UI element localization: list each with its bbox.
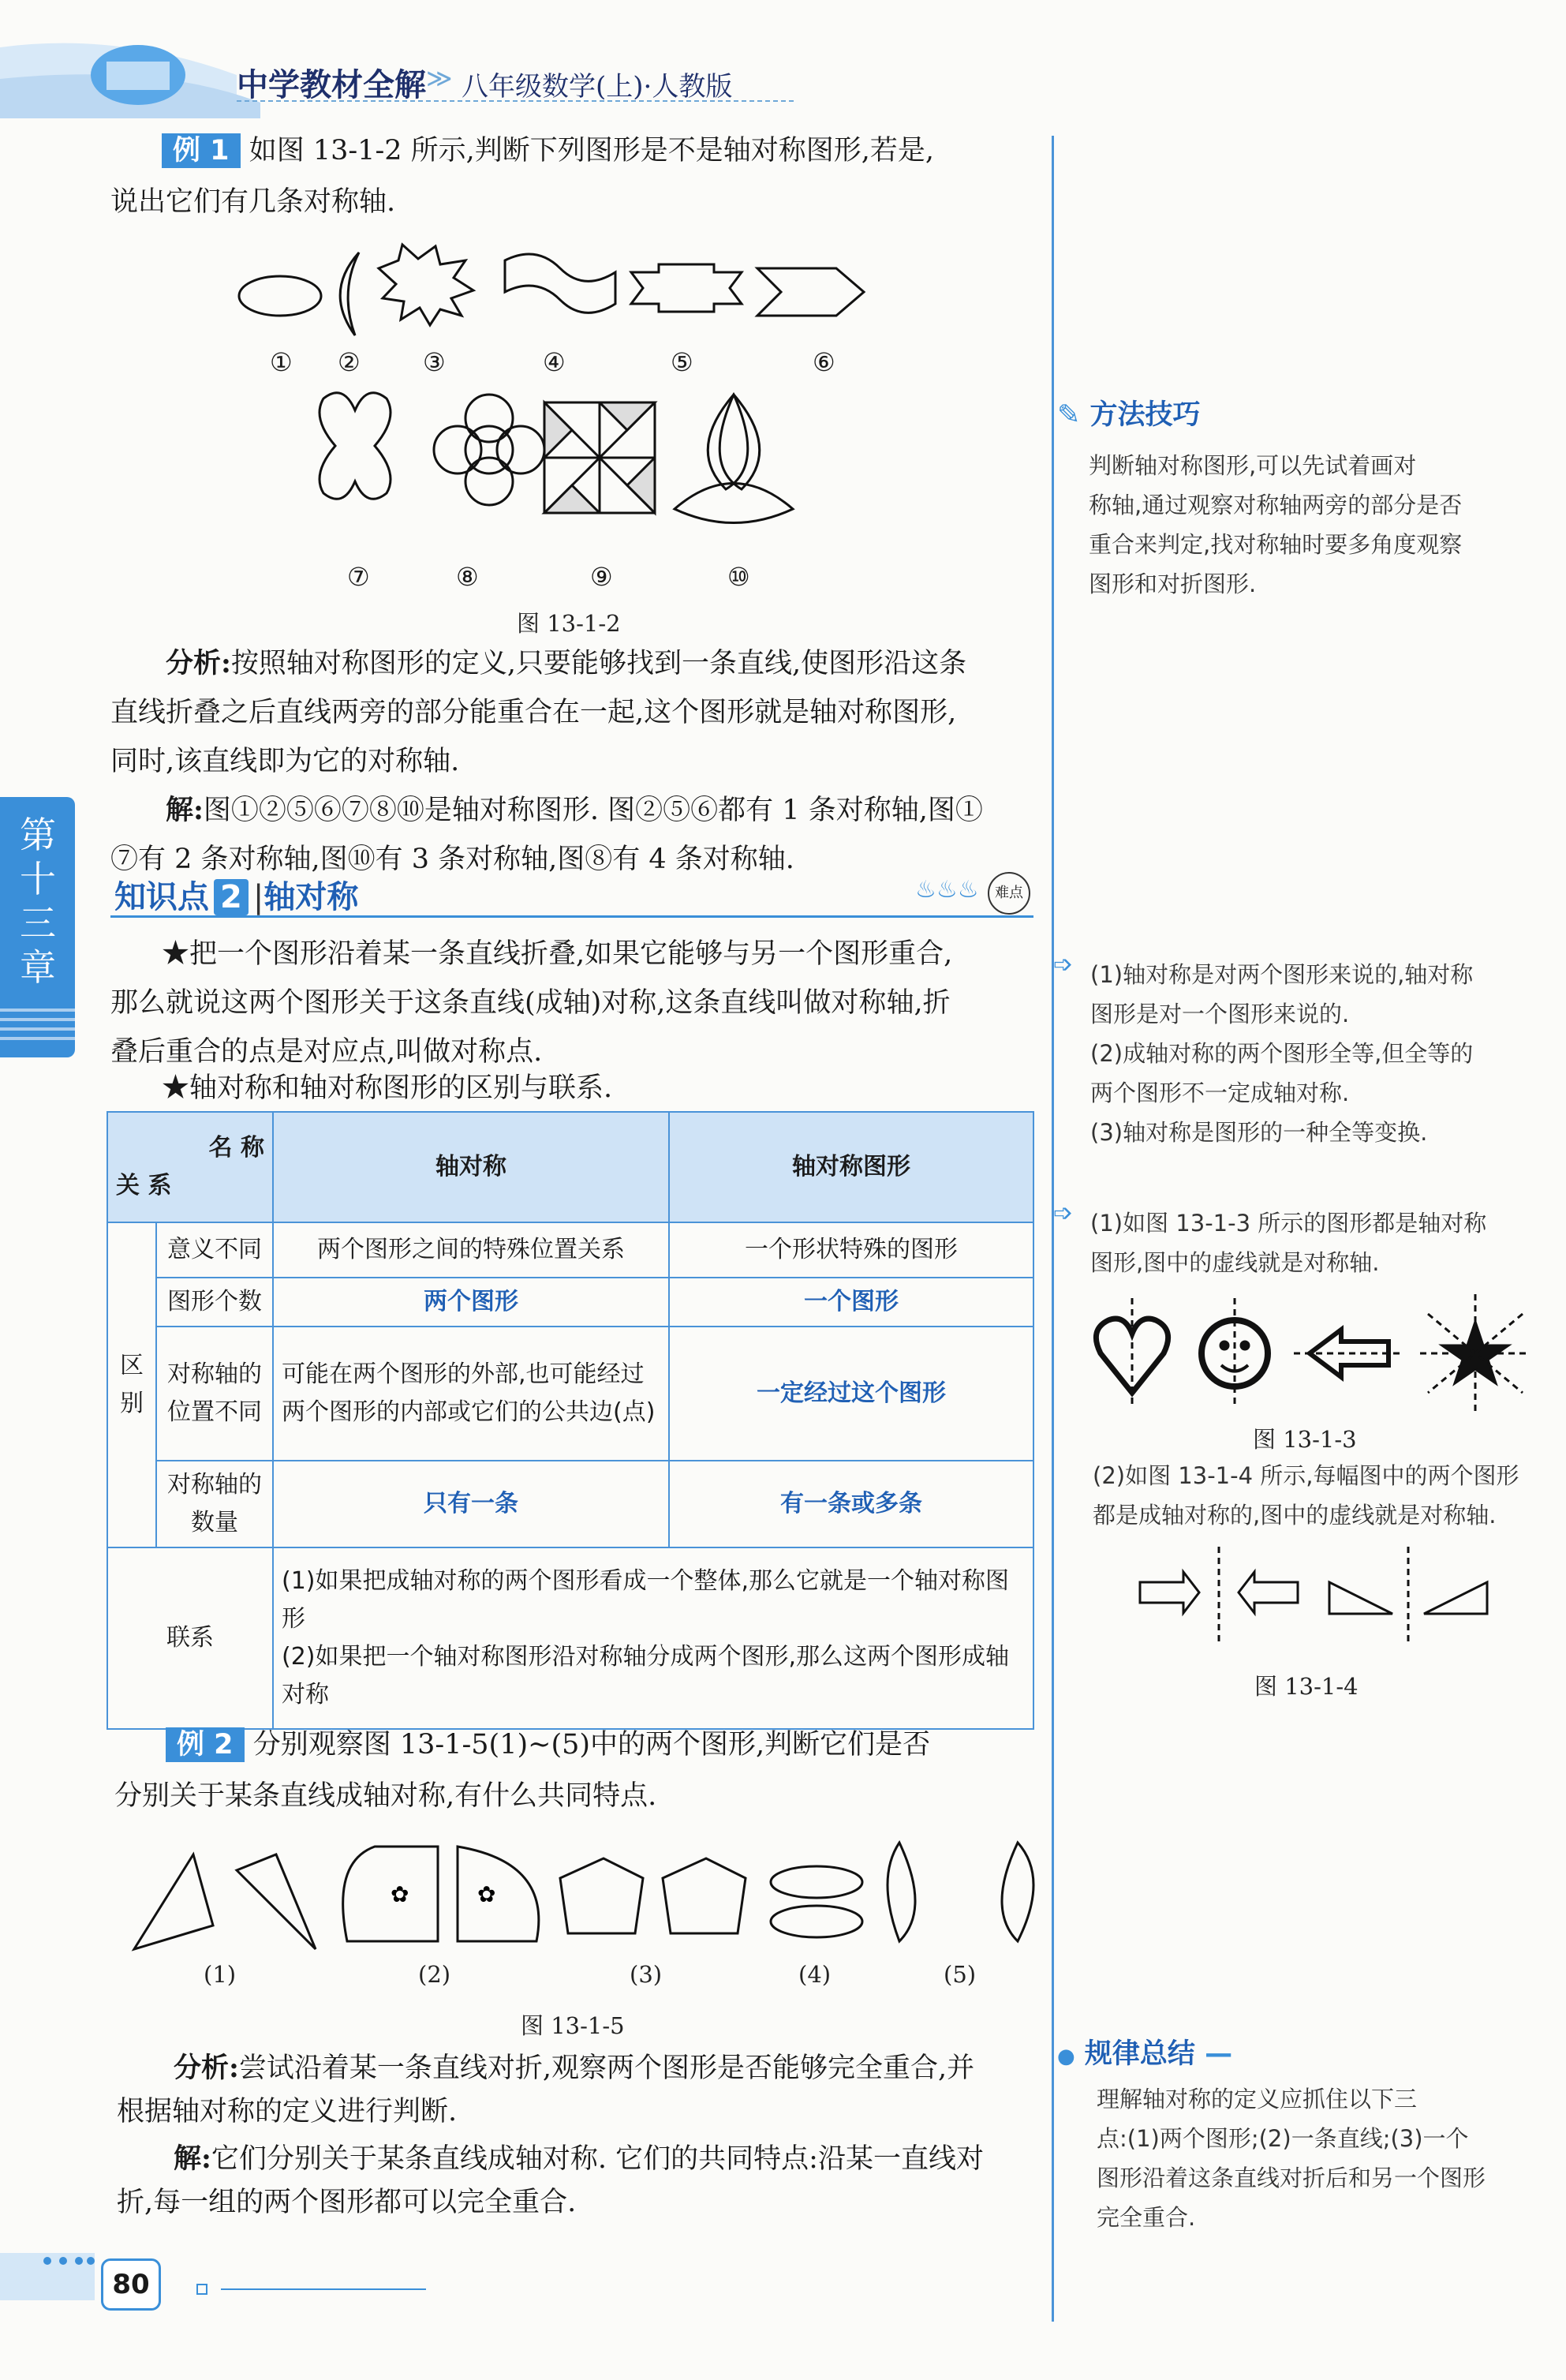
notes2-line1: (1)如图 13-1-3 所示的图形都是轴对称 [1090,1210,1487,1237]
example1-analysis-line1: 分析:按照轴对称图形的定义,只要能够找到一条直线,使图形沿这条 [166,647,967,679]
right-triangle-left [1329,1582,1392,1614]
notes1-line1: (1)轴对称是对两个图形来说的,轴对称 [1090,961,1474,988]
bullet-icon: ● [1057,2045,1075,2068]
fig5-label-5: (5) [944,1961,977,1988]
fig-label-1: ① [270,347,293,377]
arrow-left-icon [1239,1572,1298,1613]
chapter-tab-stripes [0,1002,75,1050]
example1-label: 例 1 [162,133,241,168]
fig-label-6: ⑥ [813,347,835,377]
table-cell: 可能在两个图形的外部,也可能经过两个图形的内部或它们的公共边(点) [273,1327,669,1461]
table-row-name: 对称轴的数量 [156,1461,273,1547]
definition-line1: ★把一个图形沿着某一条直线折叠,如果它能够与另一个图形重合, [162,938,953,970]
fig-label-5: ⑤ [671,347,693,377]
method-tips-line2: 称轴,通过观察对称轴两旁的部分是否 [1089,492,1463,518]
example1-solution-line1: 解:图①②⑤⑥⑦⑧⑩是轴对称图形. 图②⑤⑥都有 1 条对称轴,图① [166,794,983,826]
figure-caption-13-1-2: 图 13-1-2 [517,610,621,637]
shape-wave [505,254,615,312]
rule-summary-line4: 完全重合. [1097,2204,1196,2231]
figure-caption-13-1-5: 图 13-1-5 [521,2012,625,2039]
notes2-line2: 图形,图中的虚线就是对称轴. [1090,1249,1380,1276]
example1-question-line2: 说出它们有几条对称轴. [110,186,396,218]
fig5-label-2: (2) [418,1961,451,1988]
example2-solution-line1: 解:它们分别关于某条直线成轴对称. 它们的共同特点:沿某一直线对 [174,2142,984,2175]
example1-question-line1: 例 1 如图 13-1-2 所示,判断下列图形是不是轴对称图形,若是, [162,126,934,175]
shape-starburst [379,245,473,325]
figure-13-1-2 [229,229,907,544]
rule-summary-line3: 图形沿着这条直线对折后和另一个图形 [1097,2165,1486,2191]
header-banner [0,0,1566,118]
fig-label-9: ⑨ [590,562,613,592]
fig5-label-1: (1) [204,1961,237,1988]
footer-decoration [0,2253,442,2316]
table-relation-label: 联系 [107,1547,273,1729]
table-row-name: 对称轴的位置不同 [156,1327,273,1461]
difficulty-flame-icons: ♨♨♨ [915,876,979,904]
notes1-line3: (2)成轴对称的两个图形全等,但全等的 [1090,1040,1474,1067]
example2-question-line1: 例 2 分别观察图 13-1-5(1)~(5)中的两个图形,判断它们是否 [166,1720,930,1769]
table-row-name: 意义不同 [156,1222,273,1278]
pair5-leaf-right [1002,1843,1033,1941]
fig-label-3: ③ [423,347,446,377]
shape-crescent [340,253,359,335]
example1-analysis-line3: 同时,该直线即为它的对称轴. [110,746,460,777]
knowledge-point-number: 2 [214,879,249,915]
fig-label-4: ④ [543,347,566,377]
difficulty-badge: 难点 [988,872,1030,915]
figure-13-1-5 [126,1831,1041,1973]
rule-summary-line1: 理解轴对称的定义应抓住以下三 [1097,2086,1418,2112]
example2-label: 例 2 [166,1727,245,1762]
table-corner-cell: 名 称 关 系 [107,1112,273,1222]
chapter-tab-label: 第十三章 [20,814,56,989]
notes3-line1: (2)如图 13-1-4 所示,每幅图中的两个图形 [1093,1462,1519,1489]
rule-summary-line2: 点:(1)两个图形;(2)一条直线;(3)一个 [1097,2125,1469,2152]
table-row-relation [107,1547,1033,1729]
arrow-right-icon [1140,1572,1199,1613]
pen-icon: ✎ [1057,399,1081,431]
sidebar-divider [1052,136,1054,2322]
shape-arrow [757,268,864,316]
table-cell: 两个图形之间的特殊位置关系 [273,1222,669,1278]
example2-question-line2: 分别关于某条直线成轴对称,有什么共同特点. [114,1780,657,1812]
fig-label-10: ⑩ [727,562,750,592]
notes1-line5: (3)轴对称是图形的一种全等变换. [1090,1119,1428,1146]
book-subtitle: 八年级数学(上)·人教版 [462,71,733,103]
page-number: 80 [101,2258,161,2311]
knowledge-point-underline [110,915,1033,918]
method-tips-line1: 判断轴对称图形,可以先试着画对 [1089,452,1417,479]
table-cell: 一个图形 [669,1278,1033,1327]
example1-solution-line2: ⑦有 2 条对称轴,图⑩有 3 条对称轴,图⑧有 4 条对称轴. [110,844,794,875]
example2-analysis-line2: 根据轴对称的定义进行判断. [117,2096,458,2127]
rule-summary-heading: ● 规律总结 — [1057,2038,1233,2070]
fig-label-2: ② [338,347,361,377]
table-cell: 两个图形 [273,1278,669,1327]
butterfly-icon: ✿ [477,1881,496,1907]
butterfly-icon: ✿ [391,1881,409,1907]
comparison-table [107,1111,1034,1730]
method-tips-heading: ✎ 方法技巧 [1057,399,1201,431]
table-row-name: 图形个数 [156,1278,273,1327]
example2-solution-line2: 折,每一组的两个图形都可以完全重合. [117,2187,577,2218]
notes3-line2: 都是成轴对称的,图中的虚线就是对称轴. [1093,1502,1497,1529]
table-row [107,1278,1033,1327]
knowledge-point-heading: 知识点 2 |轴对称 [114,879,359,915]
method-tips-line3: 重合来判定,找对称轴时要多角度观察 [1089,531,1463,558]
definition-line4: ★轴对称和轴对称图形的区别与联系. [162,1072,613,1104]
example1-analysis-line2: 直线折叠之后直线两旁的部分能重合在一起,这个图形就是轴对称图形, [110,697,957,728]
table-cell: 只有一条 [273,1461,669,1547]
fig5-label-4: (4) [798,1961,832,1988]
example2-analysis-line1: 分析:尝试沿着某一条直线对折,观察两个图形是否能够完全重合,并 [174,2052,975,2084]
fig-label-8: ⑧ [456,562,479,592]
shape-pinwheel [544,402,655,513]
table-cell: 有一条或多条 [669,1461,1033,1547]
definition-line2: 那么就说这两个图形关于这条直线(成轴)对称,这条直线叫做对称轴,折 [110,987,951,1019]
pair2-sector-right [458,1847,539,1941]
method-tips-line4: 图形和对折图形. [1089,571,1257,597]
book-title: 中学教材全解 [237,66,426,103]
shape-flower [434,395,544,505]
table-row [107,1461,1033,1547]
pair1-triangle-left [134,1854,213,1949]
notes1-line4: 两个图形不一定成轴对称. [1090,1080,1350,1106]
shape-ribbon [631,264,742,312]
pair3-pentagon-left [560,1858,643,1933]
table-header-row [107,1112,1033,1222]
pair4-ellipse-bottom [771,1906,862,1937]
knowledge-point-title: 轴对称 [263,879,359,915]
shape-double-heart [320,393,391,500]
pair3-pentagon-right [663,1858,746,1933]
note-pointer-icon: ➩ [1053,951,1074,979]
table-row [107,1222,1033,1278]
table-cell: 一定经过这个图形 [669,1327,1033,1461]
table-col-header-2: 轴对称图形 [669,1112,1033,1222]
pair4-ellipse-top [771,1866,862,1898]
figure-13-1-4 [1136,1547,1499,1641]
table-relation-content: (1)如果把成轴对称的两个图形看成一个整体,那么它就是一个轴对称图形 (2)如果把一个轴对称图形沿对称轴分成两个图形,那么这两个图形成轴对称 [273,1547,1033,1729]
table-cell: 一个形状特殊的图形 [669,1222,1033,1278]
figure-caption-13-1-3: 图 13-1-3 [1253,1426,1357,1453]
fig-label-7: ⑦ [347,562,370,592]
figure-13-1-3 [1089,1290,1530,1416]
note-pointer-icon: ➩ [1053,1199,1074,1227]
pair5-leaf-left [888,1843,915,1941]
shape-ellipse [239,276,321,316]
pair1-triangle-right [237,1854,316,1949]
definition-line3: 叠后重合的点是对应点,叫做对称点. [110,1036,543,1068]
notes1-line2: 图形是对一个图形来说的. [1090,1001,1350,1027]
table-col-header-1: 轴对称 [273,1112,669,1222]
header-arrows: ≫ [426,63,453,93]
table-group-label: 区别 [107,1222,156,1547]
fig5-label-3: (3) [630,1961,663,1988]
right-triangle-right [1424,1582,1487,1614]
table-row [107,1327,1033,1461]
figure-caption-13-1-4: 图 13-1-4 [1254,1673,1359,1700]
shape-triquetra [675,395,793,523]
